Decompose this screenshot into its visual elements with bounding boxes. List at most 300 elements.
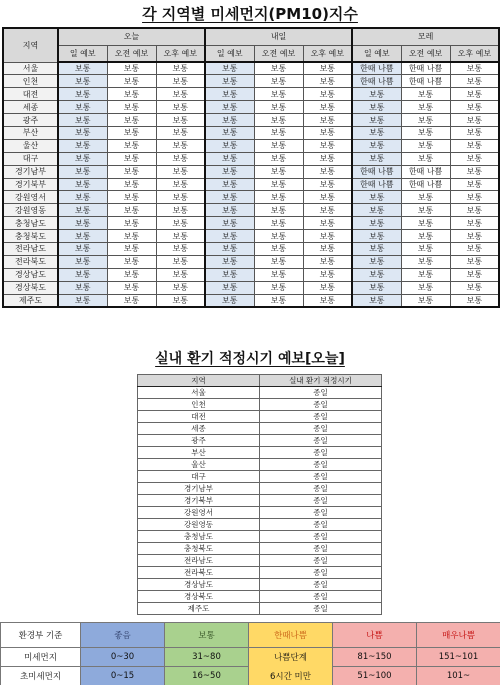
forecast-cell: 보통 xyxy=(352,204,401,217)
forecast-cell: 보통 xyxy=(450,126,499,139)
vent-time-cell: 종일 xyxy=(260,579,382,591)
forecast-cell: 보통 xyxy=(352,88,401,101)
sub-header: 오후 예보 xyxy=(450,45,499,62)
vent-time-cell: 종일 xyxy=(260,591,382,603)
forecast-cell: 보통 xyxy=(107,281,156,294)
legend-value: 나쁨단계 xyxy=(249,648,333,667)
forecast-cell: 보통 xyxy=(303,294,352,307)
forecast-cell: 보통 xyxy=(107,62,156,75)
forecast-cell: 보통 xyxy=(107,191,156,204)
forecast-cell: 보통 xyxy=(254,255,303,268)
forecast-cell: 보통 xyxy=(401,230,450,243)
sub-header: 오후 예보 xyxy=(156,45,205,62)
vent-row xyxy=(138,591,382,603)
sub-header: 오전 예보 xyxy=(401,45,450,62)
forecast-cell: 보통 xyxy=(303,114,352,127)
forecast-cell: 보통 xyxy=(254,152,303,165)
forecast-cell: 보통 xyxy=(401,191,450,204)
vent-region-cell: 광주 xyxy=(138,435,260,447)
forecast-cell: 보통 xyxy=(107,178,156,191)
forecast-cell: 보통 xyxy=(401,126,450,139)
forecast-cell: 보통 xyxy=(450,230,499,243)
forecast-cell: 보통 xyxy=(107,101,156,114)
forecast-cell: 보통 xyxy=(58,75,107,88)
forecast-cell: 한때 나쁨 xyxy=(401,165,450,178)
vent-row xyxy=(138,399,382,411)
forecast-cell: 보통 xyxy=(107,139,156,152)
region-cell: 경상북도 xyxy=(3,281,58,294)
forecast-cell: 보통 xyxy=(352,101,401,114)
legend-value: 151~101 xyxy=(417,648,500,667)
forecast-cell: 보통 xyxy=(107,165,156,178)
forecast-cell: 보통 xyxy=(401,255,450,268)
forecast-row xyxy=(3,242,499,255)
forecast-cell: 보통 xyxy=(303,217,352,230)
forecast-cell: 보통 xyxy=(205,191,254,204)
forecast-cell: 보통 xyxy=(303,101,352,114)
vent-region-cell: 강원영서 xyxy=(138,507,260,519)
forecast-cell: 한때 나쁨 xyxy=(352,75,401,88)
forecast-cell: 보통 xyxy=(156,191,205,204)
forecast-cell: 보통 xyxy=(156,230,205,243)
forecast-row xyxy=(3,281,499,294)
forecast-cell: 보통 xyxy=(58,191,107,204)
forecast-cell: 한때 나쁨 xyxy=(401,178,450,191)
forecast-cell: 보통 xyxy=(303,191,352,204)
standards-legend-table xyxy=(0,622,500,685)
vent-row xyxy=(138,531,382,543)
forecast-cell: 보통 xyxy=(58,217,107,230)
forecast-cell: 보통 xyxy=(58,62,107,75)
ventilation-table xyxy=(137,374,382,615)
vent-region-header: 지역 xyxy=(138,375,260,387)
forecast-cell: 보통 xyxy=(156,268,205,281)
forecast-cell: 보통 xyxy=(107,294,156,307)
forecast-cell: 보통 xyxy=(107,217,156,230)
forecast-cell: 보통 xyxy=(254,165,303,178)
vent-time-header: 실내 환기 적정시기 xyxy=(260,375,382,387)
forecast-row xyxy=(3,88,499,101)
vent-row xyxy=(138,423,382,435)
forecast-cell: 보통 xyxy=(450,294,499,307)
forecast-cell: 보통 xyxy=(303,75,352,88)
forecast-cell: 보통 xyxy=(156,101,205,114)
vent-time-cell: 종일 xyxy=(260,567,382,579)
forecast-row xyxy=(3,165,499,178)
legend-level-normal: 보통 xyxy=(165,623,249,648)
forecast-cell: 보통 xyxy=(107,268,156,281)
forecast-cell: 보통 xyxy=(254,268,303,281)
forecast-cell: 보통 xyxy=(58,178,107,191)
vent-row xyxy=(138,555,382,567)
region-cell: 경상남도 xyxy=(3,268,58,281)
forecast-cell: 보통 xyxy=(107,204,156,217)
forecast-cell: 보통 xyxy=(156,204,205,217)
region-cell: 충청남도 xyxy=(3,217,58,230)
forecast-cell: 보통 xyxy=(205,294,254,307)
vent-time-cell: 종일 xyxy=(260,411,382,423)
forecast-cell: 한때 나쁨 xyxy=(352,165,401,178)
forecast-cell: 보통 xyxy=(205,152,254,165)
forecast-cell: 보통 xyxy=(450,88,499,101)
forecast-cell: 보통 xyxy=(303,230,352,243)
legend-row-label: 초미세먼지 xyxy=(1,667,81,685)
vent-row xyxy=(138,483,382,495)
forecast-cell: 보통 xyxy=(254,204,303,217)
day-header-tomorrow: 내일 xyxy=(205,28,352,45)
forecast-cell: 보통 xyxy=(205,217,254,230)
forecast-cell: 보통 xyxy=(450,165,499,178)
forecast-row xyxy=(3,101,499,114)
vent-region-cell: 충청북도 xyxy=(138,543,260,555)
sub-header: 일 예보 xyxy=(352,45,401,62)
forecast-row xyxy=(3,217,499,230)
vent-row xyxy=(138,519,382,531)
forecast-cell: 보통 xyxy=(450,62,499,75)
forecast-cell: 보통 xyxy=(254,75,303,88)
legend-value: 0~15 xyxy=(81,667,165,685)
vent-time-cell: 종일 xyxy=(260,459,382,471)
forecast-row xyxy=(3,255,499,268)
vent-time-cell: 종일 xyxy=(260,507,382,519)
forecast-cell: 한때 나쁨 xyxy=(401,75,450,88)
vent-region-cell: 강원영동 xyxy=(138,519,260,531)
legend-value: 51~100 xyxy=(333,667,417,685)
forecast-row xyxy=(3,62,499,75)
vent-region-cell: 대구 xyxy=(138,471,260,483)
forecast-cell: 보통 xyxy=(254,242,303,255)
vent-time-cell: 종일 xyxy=(260,495,382,507)
forecast-cell: 보통 xyxy=(205,139,254,152)
forecast-cell: 보통 xyxy=(156,165,205,178)
forecast-cell: 보통 xyxy=(352,191,401,204)
forecast-cell: 보통 xyxy=(254,191,303,204)
forecast-cell: 보통 xyxy=(254,62,303,75)
legend-level-caution: 한때나쁨 xyxy=(249,623,333,648)
vent-time-cell: 종일 xyxy=(260,519,382,531)
forecast-cell: 보통 xyxy=(156,152,205,165)
forecast-row xyxy=(3,152,499,165)
forecast-cell: 보통 xyxy=(352,114,401,127)
forecast-cell: 보통 xyxy=(303,268,352,281)
vent-row xyxy=(138,567,382,579)
forecast-cell: 보통 xyxy=(254,101,303,114)
forecast-cell: 보통 xyxy=(58,114,107,127)
region-cell: 전라남도 xyxy=(3,242,58,255)
vent-time-cell: 종일 xyxy=(260,555,382,567)
sub-header: 오전 예보 xyxy=(254,45,303,62)
forecast-cell: 보통 xyxy=(58,230,107,243)
forecast-cell: 보통 xyxy=(401,281,450,294)
forecast-cell: 보통 xyxy=(254,294,303,307)
forecast-cell: 보통 xyxy=(205,281,254,294)
day-header-day-after: 모레 xyxy=(352,28,499,45)
vent-region-cell: 대전 xyxy=(138,411,260,423)
forecast-cell: 보통 xyxy=(205,165,254,178)
forecast-cell: 보통 xyxy=(352,139,401,152)
vent-region-cell: 경기북부 xyxy=(138,495,260,507)
vent-region-cell: 경기남부 xyxy=(138,483,260,495)
forecast-cell: 보통 xyxy=(107,255,156,268)
forecast-row xyxy=(3,191,499,204)
region-cell: 광주 xyxy=(3,114,58,127)
forecast-cell: 보통 xyxy=(303,139,352,152)
region-cell: 서울 xyxy=(3,62,58,75)
vent-row xyxy=(138,471,382,483)
vent-region-cell: 부산 xyxy=(138,447,260,459)
forecast-cell: 보통 xyxy=(156,242,205,255)
forecast-cell: 보통 xyxy=(450,101,499,114)
forecast-cell: 보통 xyxy=(156,255,205,268)
forecast-row xyxy=(3,268,499,281)
forecast-cell: 보통 xyxy=(401,152,450,165)
vent-row xyxy=(138,435,382,447)
forecast-cell: 보통 xyxy=(254,178,303,191)
sub-header: 오후 예보 xyxy=(303,45,352,62)
vent-row xyxy=(138,579,382,591)
forecast-cell: 보통 xyxy=(205,75,254,88)
vent-region-cell: 경상남도 xyxy=(138,579,260,591)
forecast-cell: 보통 xyxy=(450,281,499,294)
region-cell: 세종 xyxy=(3,101,58,114)
region-header: 지역 xyxy=(3,28,58,62)
vent-time-cell: 종일 xyxy=(260,435,382,447)
forecast-cell: 보통 xyxy=(303,126,352,139)
region-cell: 경기북부 xyxy=(3,178,58,191)
forecast-cell: 보통 xyxy=(205,88,254,101)
forecast-cell: 보통 xyxy=(205,230,254,243)
forecast-cell: 보통 xyxy=(254,281,303,294)
vent-time-cell: 종일 xyxy=(260,399,382,411)
forecast-cell: 보통 xyxy=(58,255,107,268)
forecast-cell: 보통 xyxy=(156,114,205,127)
vent-row xyxy=(138,495,382,507)
vent-row xyxy=(138,411,382,423)
forecast-row xyxy=(3,204,499,217)
forecast-cell: 한때 나쁨 xyxy=(352,62,401,75)
region-cell: 대구 xyxy=(3,152,58,165)
legend-level-good: 좋음 xyxy=(81,623,165,648)
forecast-cell: 보통 xyxy=(58,165,107,178)
region-cell: 강원영동 xyxy=(3,204,58,217)
forecast-cell: 보통 xyxy=(205,126,254,139)
day-header-today: 오늘 xyxy=(58,28,205,45)
forecast-cell: 보통 xyxy=(352,242,401,255)
forecast-table xyxy=(2,27,500,308)
forecast-cell: 보통 xyxy=(450,178,499,191)
forecast-cell: 보통 xyxy=(352,281,401,294)
forecast-cell: 보통 xyxy=(107,75,156,88)
forecast-cell: 보통 xyxy=(156,126,205,139)
forecast-cell: 보통 xyxy=(58,88,107,101)
forecast-cell: 보통 xyxy=(205,268,254,281)
forecast-cell: 보통 xyxy=(205,178,254,191)
vent-region-cell: 서울 xyxy=(138,387,260,399)
forecast-row xyxy=(3,230,499,243)
forecast-cell: 보통 xyxy=(450,268,499,281)
forecast-cell: 보통 xyxy=(254,114,303,127)
vent-region-cell: 경상북도 xyxy=(138,591,260,603)
forecast-cell: 보통 xyxy=(205,204,254,217)
vent-region-cell: 전라북도 xyxy=(138,567,260,579)
forecast-cell: 보통 xyxy=(303,62,352,75)
forecast-cell: 보통 xyxy=(303,255,352,268)
forecast-cell: 보통 xyxy=(58,101,107,114)
forecast-cell: 보통 xyxy=(205,114,254,127)
legend-value: 81~150 xyxy=(333,648,417,667)
vent-time-cell: 종일 xyxy=(260,471,382,483)
vent-region-cell: 세종 xyxy=(138,423,260,435)
forecast-cell: 보통 xyxy=(156,294,205,307)
sub-header: 일 예보 xyxy=(58,45,107,62)
forecast-cell: 보통 xyxy=(352,152,401,165)
vent-time-cell: 종일 xyxy=(260,483,382,495)
forecast-cell: 보통 xyxy=(58,294,107,307)
forecast-cell: 보통 xyxy=(303,242,352,255)
forecast-cell: 보통 xyxy=(401,139,450,152)
forecast-cell: 보통 xyxy=(107,88,156,101)
forecast-cell: 보통 xyxy=(352,217,401,230)
legend-level-very-bad: 매우나쁨 xyxy=(417,623,500,648)
forecast-cell: 보통 xyxy=(156,281,205,294)
forecast-cell: 보통 xyxy=(450,191,499,204)
forecast-cell: 보통 xyxy=(303,152,352,165)
forecast-cell: 보통 xyxy=(450,204,499,217)
forecast-cell: 보통 xyxy=(58,126,107,139)
forecast-row xyxy=(3,139,499,152)
vent-region-cell: 울산 xyxy=(138,459,260,471)
forecast-cell: 보통 xyxy=(303,165,352,178)
vent-row xyxy=(138,543,382,555)
vent-region-cell: 전라남도 xyxy=(138,555,260,567)
forecast-cell: 보통 xyxy=(254,217,303,230)
forecast-cell: 한때 나쁨 xyxy=(401,62,450,75)
vent-region-cell: 인천 xyxy=(138,399,260,411)
forecast-cell: 보통 xyxy=(58,268,107,281)
forecast-cell: 보통 xyxy=(401,242,450,255)
vent-time-cell: 종일 xyxy=(260,603,382,615)
ventilation-title: 실내 환기 적정시기 예보[오늘] xyxy=(155,351,345,367)
forecast-cell: 보통 xyxy=(450,255,499,268)
forecast-cell: 보통 xyxy=(303,178,352,191)
forecast-cell: 보통 xyxy=(107,126,156,139)
forecast-cell: 보통 xyxy=(156,178,205,191)
legend-row-label: 미세먼지 xyxy=(1,648,81,667)
forecast-cell: 보통 xyxy=(156,217,205,230)
forecast-cell: 보통 xyxy=(205,62,254,75)
forecast-cell: 보통 xyxy=(450,114,499,127)
legend-header-label: 환경부 기준 xyxy=(1,623,81,648)
legend-value: 31~80 xyxy=(165,648,249,667)
vent-time-cell: 종일 xyxy=(260,531,382,543)
vent-row xyxy=(138,459,382,471)
vent-row xyxy=(138,603,382,615)
legend-value: 6시간 미만 xyxy=(249,667,333,685)
forecast-cell: 보통 xyxy=(401,114,450,127)
forecast-cell: 보통 xyxy=(107,230,156,243)
sub-header: 오전 예보 xyxy=(107,45,156,62)
forecast-cell: 한때 나쁨 xyxy=(352,178,401,191)
forecast-cell: 보통 xyxy=(254,230,303,243)
forecast-cell: 보통 xyxy=(107,242,156,255)
forecast-cell: 보통 xyxy=(58,152,107,165)
forecast-row xyxy=(3,114,499,127)
region-cell: 대전 xyxy=(3,88,58,101)
forecast-cell: 보통 xyxy=(303,88,352,101)
forecast-cell: 보통 xyxy=(352,268,401,281)
legend-value: 101~ xyxy=(417,667,500,685)
legend-value: 0~30 xyxy=(81,648,165,667)
vent-row xyxy=(138,507,382,519)
region-cell: 경기남부 xyxy=(3,165,58,178)
region-cell: 제주도 xyxy=(3,294,58,307)
forecast-row xyxy=(3,178,499,191)
vent-time-cell: 종일 xyxy=(260,543,382,555)
vent-region-cell: 충청남도 xyxy=(138,531,260,543)
region-cell: 울산 xyxy=(3,139,58,152)
region-cell: 강원영서 xyxy=(3,191,58,204)
sub-header: 일 예보 xyxy=(205,45,254,62)
forecast-row xyxy=(3,126,499,139)
vent-row xyxy=(138,387,382,399)
forecast-cell: 보통 xyxy=(156,75,205,88)
forecast-cell: 보통 xyxy=(156,139,205,152)
forecast-cell: 보통 xyxy=(401,204,450,217)
forecast-cell: 보통 xyxy=(401,294,450,307)
forecast-cell: 보통 xyxy=(450,139,499,152)
vent-region-cell: 제주도 xyxy=(138,603,260,615)
forecast-row xyxy=(3,294,499,307)
forecast-cell: 보통 xyxy=(401,268,450,281)
forecast-cell: 보통 xyxy=(254,139,303,152)
forecast-cell: 보통 xyxy=(401,101,450,114)
forecast-cell: 보통 xyxy=(450,217,499,230)
forecast-cell: 보통 xyxy=(352,294,401,307)
vent-row xyxy=(138,447,382,459)
forecast-cell: 보통 xyxy=(205,242,254,255)
vent-time-cell: 종일 xyxy=(260,423,382,435)
forecast-row xyxy=(3,75,499,88)
forecast-cell: 보통 xyxy=(58,281,107,294)
forecast-cell: 보통 xyxy=(352,255,401,268)
forecast-cell: 보통 xyxy=(205,255,254,268)
forecast-cell: 보통 xyxy=(401,217,450,230)
forecast-cell: 보통 xyxy=(352,230,401,243)
forecast-cell: 보통 xyxy=(205,101,254,114)
vent-time-cell: 종일 xyxy=(260,447,382,459)
legend-level-bad: 나쁨 xyxy=(333,623,417,648)
forecast-cell: 보통 xyxy=(107,114,156,127)
region-cell: 충청북도 xyxy=(3,230,58,243)
forecast-cell: 보통 xyxy=(58,242,107,255)
forecast-cell: 보통 xyxy=(401,88,450,101)
forecast-cell: 보통 xyxy=(450,242,499,255)
forecast-cell: 보통 xyxy=(58,139,107,152)
forecast-cell: 보통 xyxy=(107,152,156,165)
forecast-cell: 보통 xyxy=(352,126,401,139)
forecast-cell: 보통 xyxy=(254,88,303,101)
forecast-cell: 보통 xyxy=(303,204,352,217)
main-title: 각 지역별 미세먼지(PM10)지수 xyxy=(142,5,358,23)
vent-time-cell: 종일 xyxy=(260,387,382,399)
forecast-cell: 보통 xyxy=(303,281,352,294)
legend-value: 16~50 xyxy=(165,667,249,685)
forecast-cell: 보통 xyxy=(450,75,499,88)
forecast-cell: 보통 xyxy=(156,62,205,75)
region-cell: 전라북도 xyxy=(3,255,58,268)
forecast-cell: 보통 xyxy=(254,126,303,139)
region-cell: 부산 xyxy=(3,126,58,139)
